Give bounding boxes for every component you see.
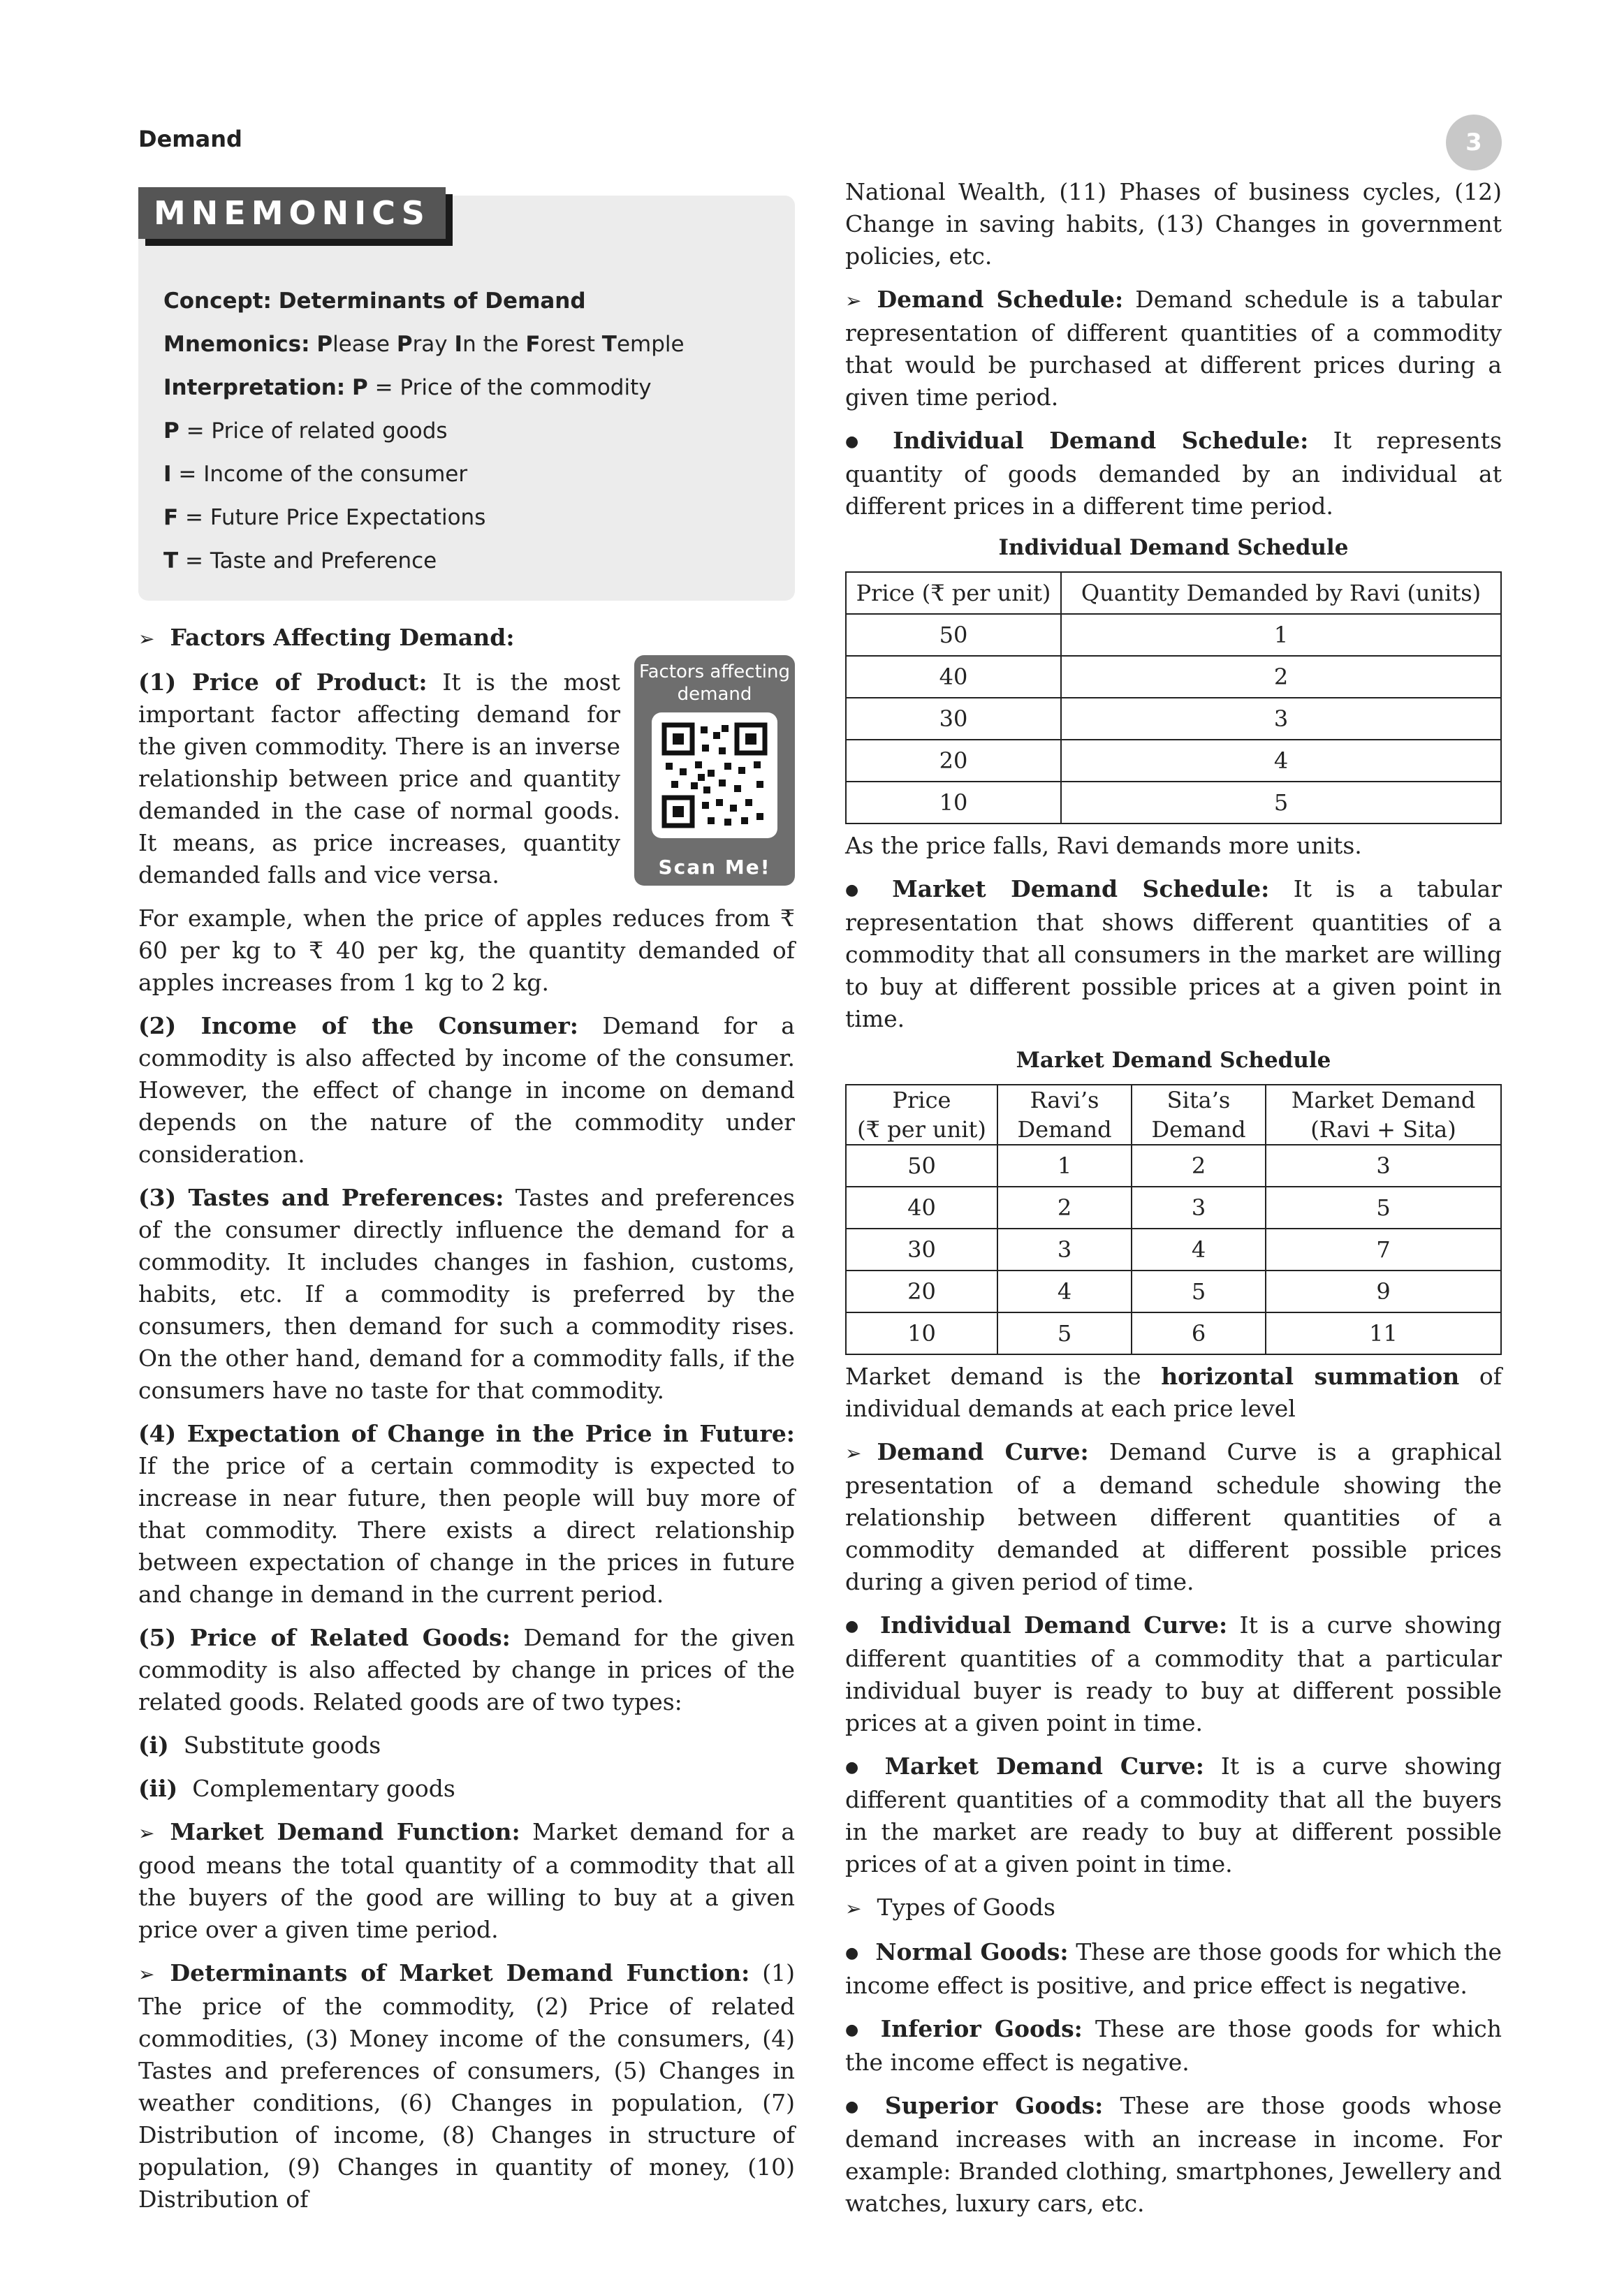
table-cell: 4 xyxy=(1061,740,1501,782)
factor-tastes: (3) Tastes and Preferences: Tastes and preferences of the consumer directly influence the demand for a commodity. It includes changes in fashion, customs, habits, etc. If a commodity is preferred by the consumers, then demand for such a commodity rises. On the other hand, demand for a commodity falls, if the consumers have no taste for that commodity. xyxy=(138,1184,795,1404)
determinants-market-demand: ➢ Determinants of Market Demand Function: (1) The price of the commodity, (2) Price of related commodities, (3) Money income of the consumers, (4) Tastes and preferences of consumers, (5) Changes in weather conditions, (6) Changes in population, (7) Distribution of income, (8) Changes in structure of population, (9) Changes in quantity of money, (10) Distribution of xyxy=(138,1957,795,2216)
table-cell: 1 xyxy=(1061,614,1501,656)
factors-heading: ➢ Factors Affecting Demand: xyxy=(138,622,795,655)
table-cell: 40 xyxy=(846,1187,997,1229)
column-header: Price (₹ per unit) xyxy=(846,572,1061,614)
table-cell: 5 xyxy=(1132,1271,1266,1312)
market-table-caption: Market Demand Schedule xyxy=(1016,1048,1331,1073)
table-cell: 10 xyxy=(846,1312,997,1354)
related-goods-item: (ii) Complementary goods xyxy=(138,1775,455,1802)
qr-title: Factors affecting demand xyxy=(639,661,790,705)
individual-table-caption: Individual Demand Schedule xyxy=(998,535,1349,560)
table-row xyxy=(846,1145,1501,1187)
column-header: Ravi’s Demand xyxy=(997,1085,1132,1145)
mnemonic-interpretation: Interpretation: P = Price of the commodity xyxy=(163,375,652,400)
determinants-continued: National Wealth, (11) Phases of business cycles, (12) Change in saving habits, (13) Changes in government policies, etc. xyxy=(845,178,1502,270)
table-cell: 5 xyxy=(1266,1187,1501,1229)
table-cell: 11 xyxy=(1266,1312,1501,1354)
left-column xyxy=(138,179,795,2216)
superior-goods: ● Superior Goods: These are those goods whose demand increases with an increase in income. For example: Branded clothing, smartphones, Jewellery and watches, luxury cars, etc. xyxy=(845,2090,1502,2220)
factor-expectation: (4) Expectation of Change in the Price in Future: If the price of a certain commodity is expected to increase in near future, then people will buy more of that commodity. There exists a direct relationship between expectation of change in the prices in future and change in demand in the current period. xyxy=(138,1420,795,1608)
qr-scan-label: Scan Me! xyxy=(658,856,771,879)
mnemonic-line: I = Income of the consumer xyxy=(163,462,468,487)
table-cell: 9 xyxy=(1266,1271,1501,1312)
mnemonic-concept: Concept: Determinants of Demand xyxy=(163,288,586,314)
mnemonic-phrase: Mnemonics: Please Pray In the Forest Temple xyxy=(163,332,685,357)
table-row xyxy=(846,1229,1501,1271)
column-header: Sita’s Demand xyxy=(1132,1085,1266,1145)
mnemonic-line: F = Future Price Expectations xyxy=(163,505,486,530)
table-cell: 50 xyxy=(846,614,1061,656)
table-row xyxy=(846,656,1501,698)
factor-related-goods: (5) Price of Related Goods: Demand for the given commodity is also affected by change in prices of the related goods. Related goods are of two types: xyxy=(138,1624,795,1715)
table-row xyxy=(846,614,1501,656)
table-cell: 30 xyxy=(846,1229,997,1271)
demand-schedule: ➢ Demand Schedule: Demand schedule is a tabular representation of different quantities of a commodity that would be purchased at different prices during a given time period. xyxy=(845,284,1502,413)
table-cell: 3 xyxy=(1061,698,1501,740)
mnemonics-box xyxy=(138,196,795,601)
running-header: Demand xyxy=(138,126,242,152)
table-cell: 50 xyxy=(846,1145,997,1187)
market-demand-table xyxy=(845,1084,1502,1355)
table-header-row xyxy=(846,572,1501,614)
factor-income: (2) Income of the Consumer: Demand for a commodity is also affected by income of the consumer. However, the effect of change in income on demand depends on the nature of the commodity under consideration. xyxy=(138,1012,795,1168)
table-cell: 2 xyxy=(997,1187,1132,1229)
individual-demand-table xyxy=(845,571,1502,824)
page-number-badge: 3 xyxy=(1446,115,1502,170)
table-cell: 7 xyxy=(1266,1229,1501,1271)
table-cell: 4 xyxy=(997,1271,1132,1312)
demand-curve: ➢ Demand Curve: Demand Curve is a graphical presentation of a demand schedule showing the relationship between different quantities of a commodity demanded at different possible prices during a given period of time. xyxy=(845,1436,1502,1598)
mnemonics-content xyxy=(163,279,685,583)
qr-code-icon xyxy=(652,712,777,838)
table-cell: 4 xyxy=(1132,1229,1266,1271)
table-cell: 5 xyxy=(997,1312,1132,1354)
table-cell: 6 xyxy=(1132,1312,1266,1354)
qr-code-card[interactable] xyxy=(634,655,795,886)
market-demand-schedule: ● Market Demand Schedule: It is a tabular representation that shows different quantities of a commodity that all consumers in the market are willing to buy at different possible prices at a given point in time. xyxy=(845,873,1502,1035)
column-header: Market Demand (Ravi + Sita) xyxy=(1266,1085,1501,1145)
table-cell: 2 xyxy=(1132,1145,1266,1187)
right-column xyxy=(845,176,1502,2220)
table-cell: 1 xyxy=(997,1145,1132,1187)
table-row xyxy=(846,1312,1501,1354)
factor-price-of-product: (1) Price of Product: It is the most important factor affecting demand for the given commodity. There is an inverse relationship between price and quantity demanded in the case of normal goods. It means, as price increases, quantity demanded falls and vice versa. xyxy=(138,668,620,888)
table-cell: 40 xyxy=(846,656,1061,698)
table-row xyxy=(846,740,1501,782)
table-row xyxy=(846,1187,1501,1229)
market-demand-function: ➢ Market Demand Function: Market demand for a good means the total quantity of a commodity that all the buyers of the good are willing to buy at a given price over a given time period. xyxy=(138,1816,795,1946)
mnemonic-line: P = Price of related goods xyxy=(163,418,448,444)
table-row xyxy=(846,782,1501,823)
table-header-row xyxy=(846,1085,1501,1145)
table-cell: 30 xyxy=(846,698,1061,740)
price-example: For example, when the price of apples reduces from ₹ 60 per kg to ₹ 40 per kg, the quantity demanded of apples increases from 1 kg to 2 kg. xyxy=(138,905,795,996)
table-cell: 3 xyxy=(997,1229,1132,1271)
table-cell: 3 xyxy=(1266,1145,1501,1187)
table-row xyxy=(846,1271,1501,1312)
market-demand-note: Market demand is the horizontal summation of individual demands at each price level xyxy=(845,1363,1502,1422)
table-cell: 10 xyxy=(846,782,1061,823)
types-of-goods-heading: ➢ Types of Goods xyxy=(845,1891,1502,1925)
related-goods-item: (i) Substitute goods xyxy=(138,1732,381,1759)
normal-goods: ● Normal Goods: These are those goods for which the income effect is positive, and price effect is negative. xyxy=(845,1936,1502,2002)
individual-demand-curve: ● Individual Demand Curve: It is a curve showing different quantities of a commodity that a particular individual buyer is ready to buy at different possible prices at a given point in time. xyxy=(845,1609,1502,1739)
mnemonics-tag: MNEMONICS xyxy=(138,187,446,239)
table-cell: 3 xyxy=(1132,1187,1266,1229)
table-row xyxy=(846,698,1501,740)
table-cell: 20 xyxy=(846,1271,997,1312)
individual-table-note: As the price falls, Ravi demands more units. xyxy=(845,832,1362,859)
table-cell: 20 xyxy=(846,740,1061,782)
column-header: Price (₹ per unit) xyxy=(846,1085,997,1145)
table-cell: 2 xyxy=(1061,656,1501,698)
mnemonic-line: T = Taste and Preference xyxy=(163,548,437,573)
inferior-goods: ● Inferior Goods: These are those goods for which the income effect is negative. xyxy=(845,2013,1502,2079)
table-cell: 5 xyxy=(1061,782,1501,823)
individual-demand-schedule: ● Individual Demand Schedule: It represents quantity of goods demanded by an individual at different prices in a different time period. xyxy=(845,425,1502,522)
market-demand-curve: ● Market Demand Curve: It is a curve showing different quantities of a commodity that all the buyers in the market are ready to buy at different possible prices of at a given point in time. xyxy=(845,1750,1502,1880)
column-header: Quantity Demanded by Ravi (units) xyxy=(1061,572,1501,614)
